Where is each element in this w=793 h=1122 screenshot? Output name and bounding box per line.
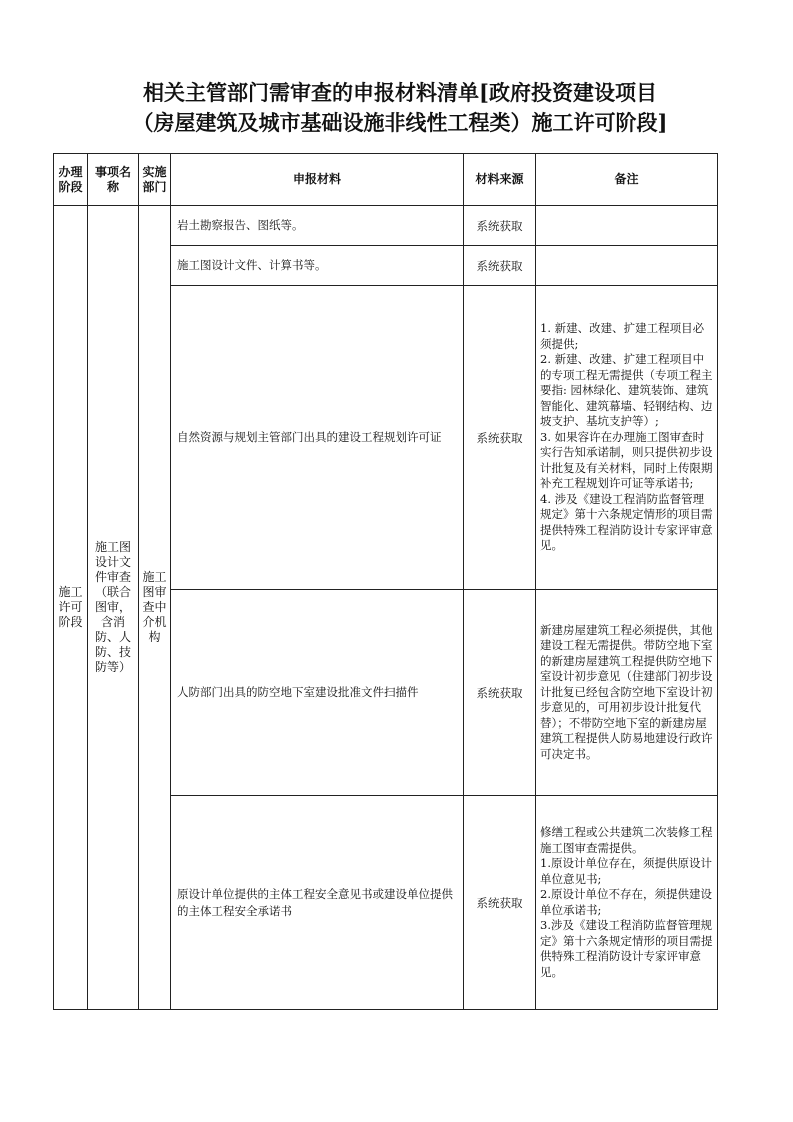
- header-stage: 办理阶段: [54, 154, 88, 206]
- remark-cell: [536, 590, 718, 796]
- remark-line: 3. 如果容许在办理施工图审查时实行告知承诺制，则只提供初步设计批复及有关材料，同时上传限期补充工程规划许可证等承诺书;: [540, 429, 713, 491]
- remark-line: 2. 新建、改建、扩建工程项目中的专项工程无需提供（专项工程主要指: 园林绿化、建筑装饰、建筑智能化、建筑幕墙、轻钢结构、边坡支护、基坑支护等）;: [540, 352, 713, 429]
- header-row: [54, 154, 718, 206]
- materials-table: [53, 153, 718, 1010]
- material-cell: 岩土勘察报告、图纸等。: [171, 206, 464, 246]
- source-cell: 系统获取: [464, 590, 536, 796]
- title-line-1: 相关主管部门需审查的申报材料清单[政府投资建设项目: [143, 80, 657, 105]
- title-line-2: （房屋建筑及城市基础设施非线性工程类）施工许可阶段]: [132, 110, 668, 135]
- remark-line: 修缮工程或公共建筑二次装修工程施工图审查需提供。: [540, 825, 713, 855]
- remark-cell: [536, 796, 718, 1010]
- header-remark: 备注: [536, 154, 718, 206]
- material-cell: 自然资源与规划主管部门出具的建设工程规划许可证: [171, 286, 464, 590]
- header-source: 材料来源: [464, 154, 536, 206]
- remark-line: 1.原设计单位存在，须提供原设计单位意见书;: [540, 856, 712, 886]
- source-cell: 系统获取: [464, 286, 536, 590]
- source-cell: 系统获取: [464, 246, 536, 286]
- header-material: 申报材料: [171, 154, 464, 206]
- material-cell: 原设计单位提供的主体工程安全意见书或建设单位提供的主体工程安全承诺书: [171, 796, 464, 1010]
- remark-line: 3.涉及《建设工程消防监督管理规定》第十六条规定情形的项目需提供特殊工程消防设计专家评审意见。: [540, 918, 713, 979]
- remark-line: 2.原设计单位不存在，须提供建设单位承诺书;: [540, 887, 712, 917]
- item-cell: 施工图设计文件审查（联合图审，含消防、人防、技防等）: [88, 206, 139, 1010]
- material-cell: 人防部门出具的防空地下室建设批准文件扫描件: [171, 590, 464, 796]
- material-cell: 施工图设计文件、计算书等。: [171, 246, 464, 286]
- remark-line: 新建房屋建筑工程必须提供，其他建设工程无需提供。带防空地下室的新建房屋建筑工程提供防空地下室设计初步意见（住建部门初步设计批复已经包含防空地下室设计初步意见的，可用初步设计批复代替）；不带防空地下室的新建房屋建筑工程提供人防易地建设行政许可决定书。: [540, 622, 713, 761]
- header-item: 事项名称: [88, 154, 139, 206]
- dept-cell: 施工图审查中介机构: [139, 206, 171, 1010]
- remark-line: 4. 涉及《建设工程消防监督管理规定》第十六条规定情形的项目需提供特殊工程消防设计专家评审意见。: [540, 491, 713, 553]
- source-cell: 系统获取: [464, 796, 536, 1010]
- header-dept: 实施部门: [139, 154, 171, 206]
- stage-cell: 施工许可阶段: [54, 206, 88, 1010]
- source-cell: 系统获取: [464, 206, 536, 246]
- remark-cell: [536, 286, 718, 590]
- remark-cell: [536, 246, 718, 286]
- table-row: [54, 206, 718, 246]
- remark-cell: [536, 206, 718, 246]
- document-title: [50, 78, 750, 138]
- remark-line: 1. 新建、改建、扩建工程项目必须提供;: [540, 321, 705, 351]
